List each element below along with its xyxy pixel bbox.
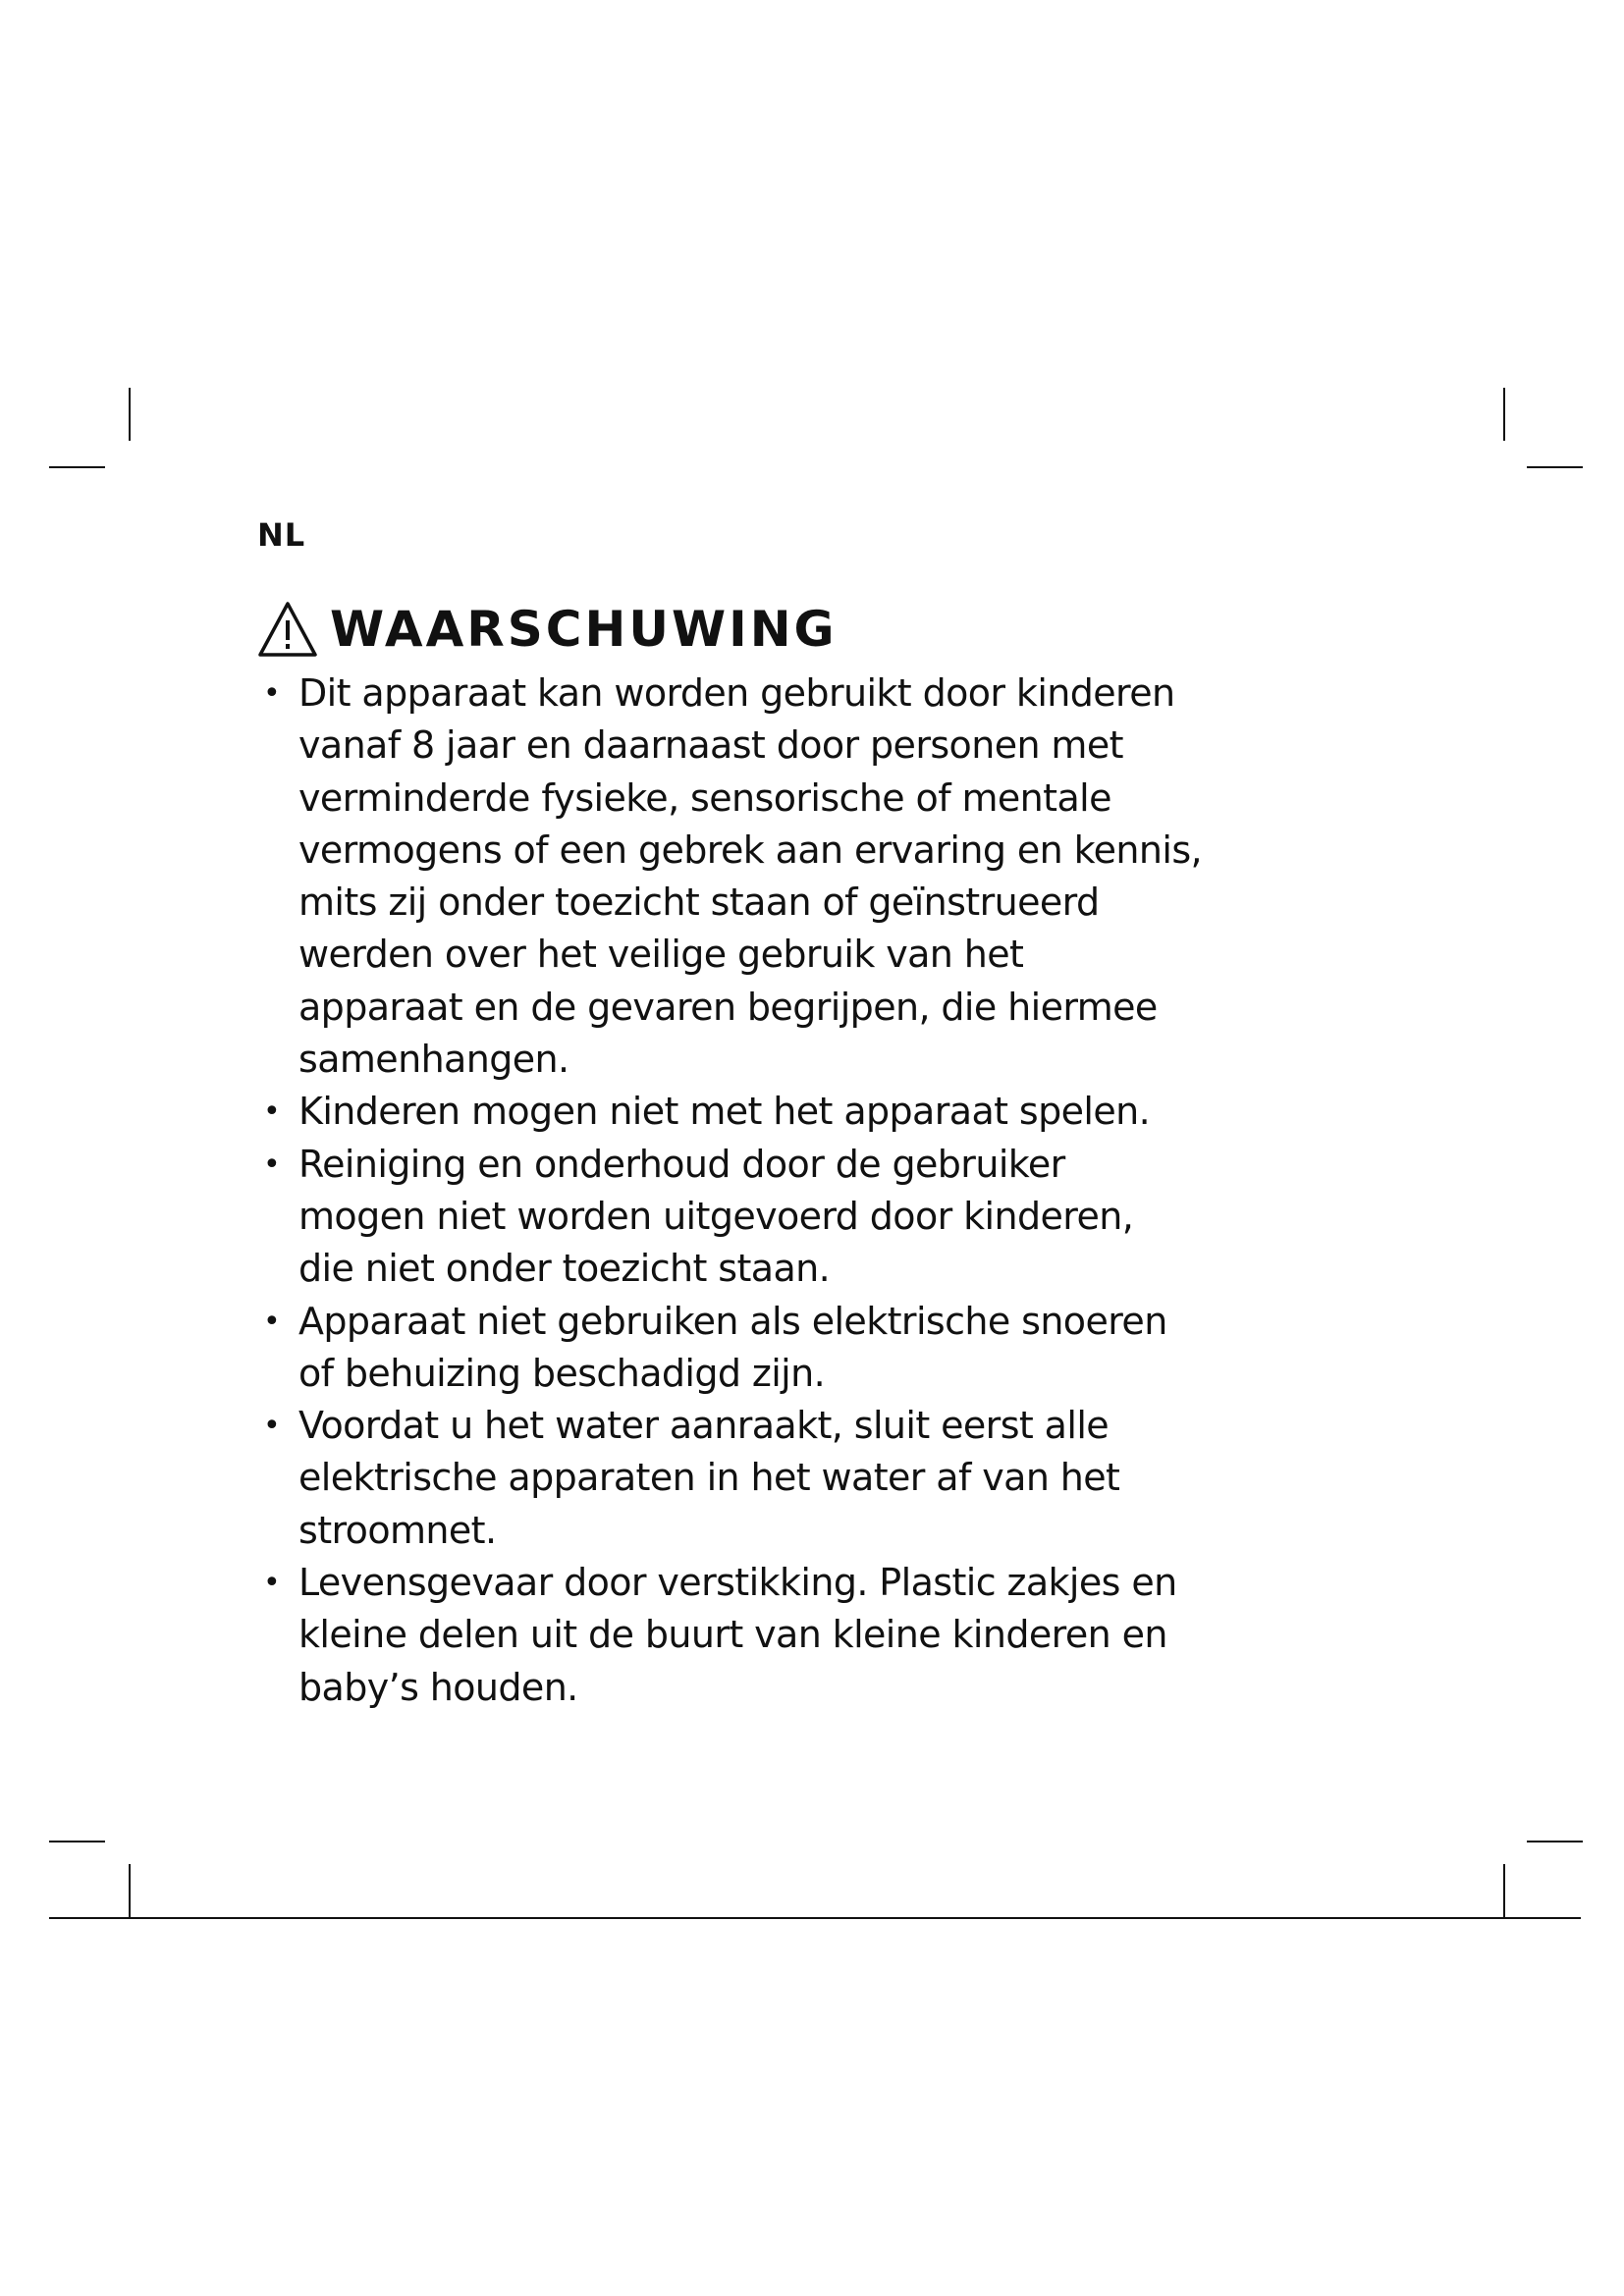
- crop-mark-bottom-left-horizontal: [49, 1841, 105, 1842]
- warning-item: [257, 1086, 1386, 1138]
- warnings-list: [257, 667, 1386, 1714]
- warning-triangle-icon: [257, 601, 318, 658]
- warning-text-line: mits zij onder toezicht staan of geïnstrueerd: [298, 881, 1100, 925]
- bullet-icon: •: [263, 1095, 281, 1130]
- bullet-icon: •: [263, 1409, 281, 1444]
- warning-item: [257, 1557, 1386, 1714]
- warning-text-line: samenhangen.: [298, 1038, 569, 1082]
- warning-text-line: die niet onder toezicht staan.: [298, 1247, 831, 1291]
- warning-text-line: Apparaat niet gebruiken als elektrische snoeren: [298, 1299, 1167, 1343]
- warning-item: [257, 667, 1386, 1086]
- warning-text-line: verminderde fysieke, sensorische of mentale: [298, 775, 1111, 820]
- warning-text-line: werden over het veilige gebruik van het: [298, 933, 1024, 977]
- crop-mark-bottom-right-horizontal: [1527, 1841, 1583, 1842]
- crop-mark-bottom-left-vertical: [129, 1864, 131, 1919]
- warning-item: [257, 1400, 1386, 1557]
- crop-mark-top-right-vertical: [1503, 388, 1505, 441]
- warning-item: [257, 1139, 1386, 1296]
- bullet-icon: •: [263, 1304, 281, 1339]
- warning-heading: [257, 595, 838, 664]
- warning-text-line: apparaat en de gevaren begrijpen, die hiermee: [298, 985, 1158, 1029]
- warning-text-line: kleine delen uit de buurt van kleine kinderen en: [298, 1613, 1167, 1657]
- warning-text-line: stroomnet.: [298, 1508, 497, 1552]
- warning-title: WAARSCHUWING: [330, 601, 838, 658]
- bullet-icon: •: [263, 1566, 281, 1601]
- warning-text-line: baby’s houden.: [298, 1665, 578, 1709]
- warning-text-line: Voordat u het water aanraakt, sluit eerst alle: [298, 1404, 1110, 1448]
- crop-mark-top-left-vertical: [129, 388, 131, 441]
- warning-text-line: vanaf 8 jaar en daarnaast door personen met: [298, 723, 1123, 768]
- crop-mark-bottom-right-vertical: [1503, 1864, 1505, 1919]
- bullet-icon: •: [263, 1147, 281, 1182]
- warning-text-line: Levensgevaar door verstikking. Plastic zakjes en: [298, 1561, 1177, 1605]
- warning-text-line: Kinderen mogen niet met het apparaat spelen.: [298, 1090, 1151, 1134]
- crop-mark-top-left-horizontal: [49, 466, 105, 468]
- warning-text-line: mogen niet worden uitgevoerd door kinderen,: [298, 1194, 1134, 1238]
- bullet-icon: •: [263, 676, 281, 711]
- warning-text-line: of behuizing beschadigd zijn.: [298, 1351, 826, 1395]
- warning-text-line: elektrische apparaten in het water af van het: [298, 1456, 1120, 1500]
- bottom-trim-line: [49, 1917, 1581, 1919]
- warning-text-line: vermogens of een gebrek aan ervaring en kennis,: [298, 828, 1203, 872]
- warning-item: [257, 1296, 1386, 1401]
- crop-mark-top-right-horizontal: [1527, 466, 1583, 468]
- warning-text-line: Reiniging en onderhoud door de gebruiker: [298, 1142, 1065, 1186]
- language-code: NL: [257, 516, 306, 554]
- warning-text-line: Dit apparaat kan worden gebruikt door kinderen: [298, 671, 1175, 715]
